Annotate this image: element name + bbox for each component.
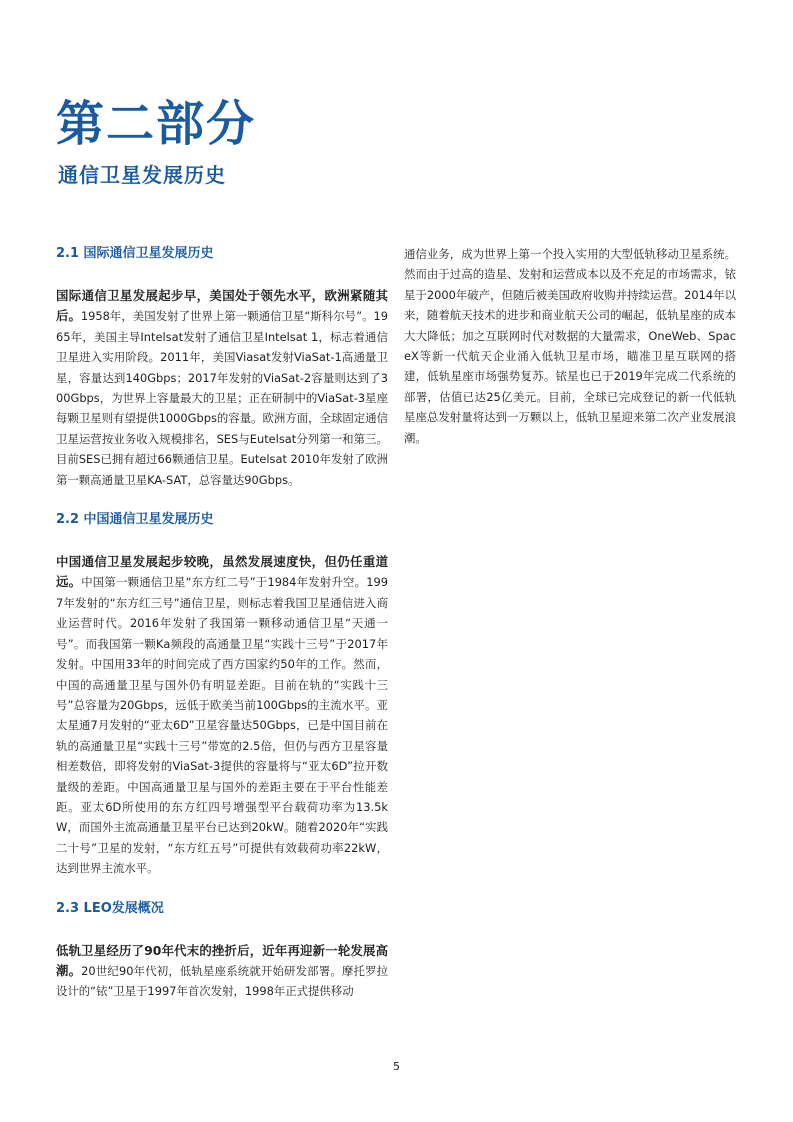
paragraph-body: 1958年，美国发射了世界上第一颗通信卫星“斯科尔号”。1965年，美国主导Intelsat发射了通信卫星Intelsat 1，标志着通信卫星进入实用阶段。2011年，美国Viasat发射ViaSat-1高通量卫星，容量达到140Gbps；2017年发射的ViaSat-2容量则达到了300Gbps，为世界上容量最大的卫星；正在研制中的ViaSat-3星座每颗卫星则有望提供1000Gbps的容量。欧洲方面，全球固定通信卫星运营按业务收入规模排名，SES与Eutelsat分列第一和第三。目前SES已拥有超过66颗通信卫星。Eutelsat 2010年发射了欧洲第一颗高通量卫星KA-SAT，总容量达90Gbps。 xyxy=(56,309,389,487)
section-heading-2-2: 2.2 中国通信卫星发展历史 xyxy=(56,512,214,528)
paragraph-2-3-continued: 通信业务，成为世界上第一个投入实用的大型低轨移动卫星系统。然而由于过高的造星、发射和运营成本以及不充足的市场需求，铱星于2000年破产，但随后被美国政府收购并持续运营。2014年以来，随着航天技术的进步和商业航天公司的崛起，低轨星座的成本大大降低；加之互联网时代对数据的大量需求，OneWeb、SpaceX等新一代航天企业涌入低轨卫星市场，瞄准卫星互联网的搭建，低轨星座市场强势复苏。铱星也已于2019年完成二代系统的部署，估值已达25亿美元。目前，全球已完成登记的新一代低轨星座总发射量将达到一万颗以上，低轨卫星迎来第二次产业发展浪潮。 xyxy=(404,247,736,445)
paragraph-lead: 国际通信卫星发展起步早，美国处于领先水平，欧洲紧随其后。 xyxy=(56,288,388,324)
paragraph-body: 20世纪90年代初，低轨星座系统就开始研发部署。摩托罗拉设计的“铱”卫星于1997年首次发射，1998年正式提供移动 xyxy=(56,963,388,999)
paragraph-2-3 xyxy=(56,941,388,1002)
page-number: 5 xyxy=(393,1060,400,1073)
left-column xyxy=(56,244,388,1002)
section-heading-2-1: 2.1 国际通信卫星发展历史 xyxy=(56,246,214,261)
paragraph-body: 中国第一颗通信卫星“东方红二号”于1984年发射升空。1997年发射的“东方红三号”通信卫星，则标志着我国卫星通信进入商业运营时代。2016年发射了我国第一颗移动通信卫星“天通一号”。而我国第一颗Ka频段的高通量卫星“实践十三号”于2017年发射。中国用33年的时间完成了西方国家约50年的工作。然而，中国的高通量卫星与国外仍有明显差距。目前在轨的“实践十三号”总容量为20Gbps，远低于欧美当前100Gbps的主流水平。亚太星通7月发射的“亚太6D”卫星容量达50Gbps，已是中国目前在轨的高通量卫星“实践十三号”带宽的2.5倍，但仍与西方卫星容量相差数倍，即将发射的ViaSat-3提供的容量将与“亚太6D”拉开数量级的差距。中国高通量卫星与国外的差距主要在于平台性能差距。亚太6D所使用的东方红四号增强型平台载荷功率为13.5kW，而国外主流高通量卫星平台已达到20kW。随着2020年“实践二十号”卫星的发射，“东方红五号”可提供有效载荷功率22kW，达到世界主流水平。 xyxy=(56,575,388,876)
paragraph-2-1 xyxy=(56,286,388,490)
paragraph-lead: 低轨卫星经历了90年代末的挫折后，近年再迎新一轮发展高潮。 xyxy=(56,942,388,978)
paragraph-2-2 xyxy=(56,552,388,879)
section-heading-2-3: 2.3 LEO发展概况 xyxy=(56,900,164,916)
part-subtitle: 通信卫星发展历史 xyxy=(58,163,226,187)
paragraph-lead: 中国通信卫星发展起步较晚，虽然发展速度快，但仍任重道远。 xyxy=(56,554,388,590)
right-column xyxy=(404,244,736,448)
part-title: 第二部分 xyxy=(56,96,257,152)
